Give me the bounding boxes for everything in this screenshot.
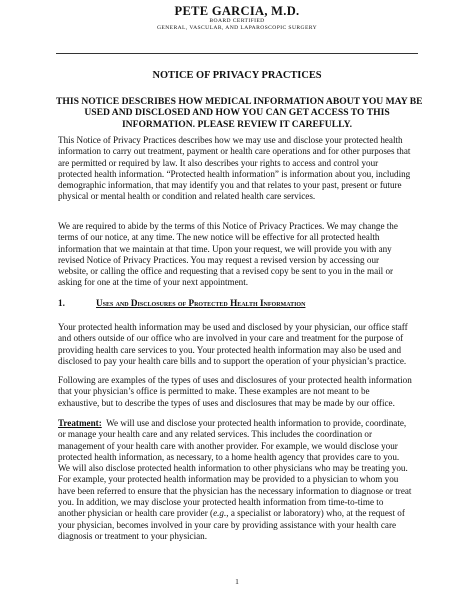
specialty-line: GENERAL, VASCULAR, AND LAPAROSCOPIC SURGERY [156, 25, 318, 31]
paragraph-line: you. In addition, we may disclose your protected health information from time-to-time to [58, 497, 384, 508]
paragraph-line: Following are examples of the types of uses and disclosures of your protected health information [58, 375, 412, 385]
uses-paragraph [58, 322, 418, 367]
paragraph-line: protected health information, as necessary, to a home health agency that provides care to you. [58, 451, 400, 462]
board-certification: BOARD CERTIFIED [209, 18, 265, 24]
paragraph-line: physical or mental health or condition and related health care services. [58, 191, 316, 202]
terms-paragraph [58, 221, 418, 289]
paragraph-line: your physician, becomes involved in your care by providing assistance with your health care [58, 519, 397, 530]
letterhead [0, 4, 474, 32]
paragraph-line: website, or calling the office and requesting that a revised copy be sent to you in the mail or [58, 266, 394, 277]
paragraph-line: or manage your health care and any related services. This includes the coordination or [58, 429, 373, 440]
paragraph-line: This Notice of Privacy Practices describes how we may use and disclose your protected health [58, 135, 403, 145]
paragraph-line: information that we maintain at that time. Upon your request, we will provide you with any [58, 243, 392, 254]
paragraph-line: and others outside of our office who are involved in your care and treatment for the purpose of [58, 333, 404, 344]
section-number: 1. [58, 298, 65, 308]
paragraph-line: exhaustive, but to describe the types of uses and disclosures that may be made by our office. [58, 397, 395, 408]
letterhead-divider [56, 53, 418, 54]
paragraph-line: protected health information. “Protected health information” is information about you, including [58, 168, 411, 179]
paragraph-line [58, 508, 418, 519]
paragraph-line: revised Notice of Privacy Practices. You may request a revised version by accessing our [58, 254, 380, 265]
paragraph-line: terms of our notice, at any time. The new notice will be effective for all protected health [58, 232, 380, 243]
paragraph-line: We will also disclose protected health information to other physicians who may be treating you. [58, 463, 408, 474]
banner-line: INFORMATION. PLEASE REVIEW IT CAREFULLY. [121, 118, 353, 130]
eg-abbreviation: e.g. [213, 508, 227, 519]
banner-line: THIS NOTICE DESCRIBES HOW MEDICAL INFORMATION ABOUT YOU MAY BE [56, 96, 423, 107]
banner-line: USED AND DISCLOSED AND HOW YOU CAN GET ACCESS TO THIS [84, 107, 390, 119]
intro-paragraph [58, 135, 418, 203]
physician-name: PETE GARCIA, M.D. [174, 4, 300, 18]
paragraph-line: diagnosis or treatment to your physician. [58, 530, 208, 541]
paragraph-line [58, 418, 418, 429]
page-number: 1 [235, 577, 239, 586]
notice-banner [56, 96, 423, 130]
treatment-first-line: We will use and disclose your protected health information to provide, coordinate, [101, 418, 407, 428]
document-title: NOTICE OF PRIVACY PRACTICES [152, 70, 322, 81]
paragraph-line: We are required to abide by the terms of this Notice of Privacy Practices. We may change the [58, 221, 398, 231]
treatment-paragraph [58, 418, 418, 542]
paragraph-line: demographic information, that may identify you and that relates to your past, present or future [58, 180, 402, 191]
examples-paragraph [58, 375, 418, 409]
treatment-lead: Treatment: [58, 418, 102, 428]
eg-line-end: , a specialist or laboratory) who, at the request of [226, 508, 405, 519]
eg-line-start: another physician or health care provider ( [58, 508, 214, 519]
paragraph-line: asking for one at the time of your next appointment. [58, 277, 249, 288]
paragraph-line: providing health care services to you. Your protected health information may also be used and [58, 344, 402, 355]
paragraph-line: management of your health care with another provider. For example, we would disclose your [58, 440, 398, 451]
section-heading [58, 298, 418, 309]
paragraph-line: Your protected health information may be used and disclosed by your physician, our office staff [58, 322, 408, 332]
paragraph-line: that your physician’s office is permitted to make. These examples are not meant to be [58, 386, 370, 397]
paragraph-line: For example, your protected health information may be provided to a physician to whom you [58, 474, 399, 485]
section-title: Uses and Disclosures of Protected Health Information [96, 298, 306, 308]
paragraph-line: have been referred to ensure that the physician has the necessary information to diagnose or treat [58, 485, 412, 496]
paragraph-line: are permitted or required by law. It also describes your rights to access and control your [58, 157, 379, 168]
paragraph-line: disclosed to pay your health care bills and to support the operation of your physician’s practice. [58, 355, 407, 366]
paragraph-line: information to carry out treatment, payment or health care operations and for other purposes that [58, 146, 411, 157]
